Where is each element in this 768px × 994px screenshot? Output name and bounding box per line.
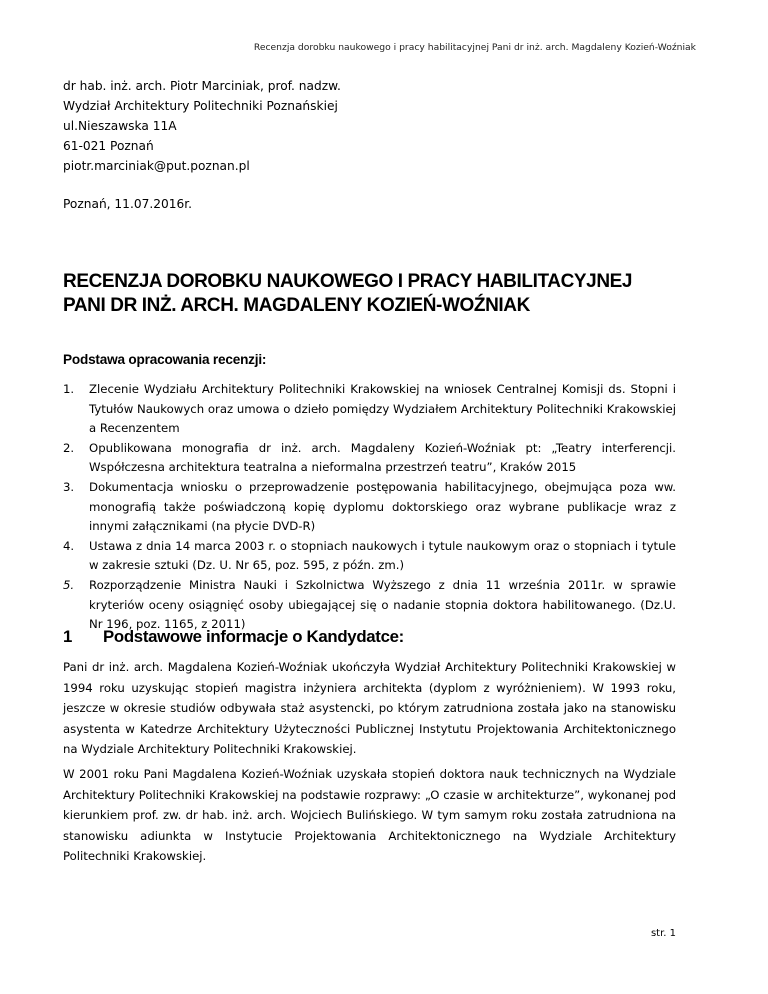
- list-item-number: 5.: [63, 577, 75, 592]
- section-title: Podstawowe informacje o Kandydatce:: [103, 627, 404, 646]
- list-item-text: Opublikowana monografia dr inż. arch. Magdaleny Kozień-Woźniak pt: „Teatry interferencji. Współczesna architektura teatralna a nieformalna przestrzeń teatru”, Kraków 2015: [89, 440, 676, 475]
- basis-list: [63, 380, 676, 635]
- document-title-line-1: RECENZJA DOROBKU NAUKOWEGO I PRACY HABILITACYJNEJ: [63, 271, 633, 292]
- basis-list-item: [63, 439, 676, 478]
- document-title-line-2: PANI DR INŻ. ARCH. MAGDALENY KOZIEŃ-WOŹNIAK: [63, 295, 530, 316]
- basis-heading: Podstawa opracowania recenzji:: [63, 352, 267, 367]
- list-item-number: 3.: [63, 479, 75, 494]
- place-date: Poznań, 11.07.2016r.: [63, 197, 192, 211]
- sender-city: 61-021 Poznań: [63, 139, 154, 153]
- sender-name: dr hab. inż. arch. Piotr Marciniak, prof. nadzw.: [63, 79, 341, 93]
- basis-list-item: [63, 537, 676, 576]
- list-item-text: Zlecenie Wydziału Architektury Politechniki Krakowskiej na wniosek Centralnej Komisji ds. Stopni i Tytułów Naukowych oraz umowa o dzieło pomiędzy Wydziałem Architektury Politechniki Krakowskiej a Recenzentem: [89, 382, 676, 436]
- list-item-number: 2.: [63, 440, 75, 455]
- list-item-text: Dokumentacja wniosku o przeprowadzenie postępowania habilitacyjnego, obejmująca poza ww. monografią także poświadczoną kopię dyplomu doktorskiego oraz wybrane publikacje wraz z innymi załącznikami (na płycie DVD-R): [89, 479, 676, 534]
- list-item-number: 1.: [63, 382, 75, 396]
- basis-list-item: [63, 576, 676, 635]
- section-paragraph-2: W 2001 roku Pani Magdalena Kozień-Woźniak uzyskała stopień doktora nauk technicznych na Wydziale Architektury Politechniki Krakowskiej na podstawie rozprawy: „O czasie w architekturze”, wykonanej pod kierunkiem prof. zw. dr hab. inż. arch. Wojciech Bulińskiego. W tym samym roku została zatrudniona na stanowisku adiunkta w Instytucie Projektowania Architektonicznego na Wydziale Architektury Politechniki Krakowskiej.: [63, 767, 676, 863]
- section-number: 1: [63, 627, 73, 646]
- basis-list-item: [63, 380, 676, 439]
- sender-email: piotr.marciniak@put.poznan.pl: [63, 159, 250, 173]
- list-item-number: 4.: [63, 538, 75, 553]
- document-title: [63, 270, 632, 318]
- section-paragraph-1: Pani dr inż. arch. Magdalena Kozień-Woźniak ukończyła Wydział Architektury Politechniki Krakowskiej w 1994 roku uzyskując stopień magistra inżyniera architekta (dyplom z wyróżnieniem). W 1993 roku, jeszcze w okresie studiów odbywała staż asystencki, po którym zatrudniona została jako na stanowisku asystenta w Katedrze Architektury Użyteczności Publicznej Instytutu Projektowania Architektonicznego na Wydziale Architektury Politechniki Krakowskiej.: [63, 660, 676, 756]
- basis-list-item: [63, 478, 676, 537]
- list-item-text: Ustawa z dnia 14 marca 2003 r. o stopniach naukowych i tytule naukowym oraz o stopniach i tytule w zakresie sztuki (Dz. U. Nr 65, poz. 595, z późn. zm.): [89, 538, 676, 573]
- sender-street: ul.Nieszawska 11A: [63, 119, 177, 133]
- sender-faculty: Wydział Architektury Politechniki Poznańskiej: [63, 99, 338, 113]
- page-number: str. 1: [650, 928, 676, 939]
- running-header: Recenzja dorobku naukowego i pracy habilitacyjnej Pani dr inż. arch. Magdaleny Kozień-Woźniak: [253, 42, 696, 53]
- sender-address-block: [63, 76, 341, 176]
- list-item-text: Rozporządzenie Ministra Nauki i Szkolnictwa Wyższego z dnia 11 września 2011r. w sprawie kryteriów oceny osiągnięć osoby ubiegającej się o nadanie stopnia doktora habilitowanego. (Dz.U. Nr 196, poz. 1165, z 2011): [89, 577, 676, 632]
- section-heading: [63, 627, 404, 647]
